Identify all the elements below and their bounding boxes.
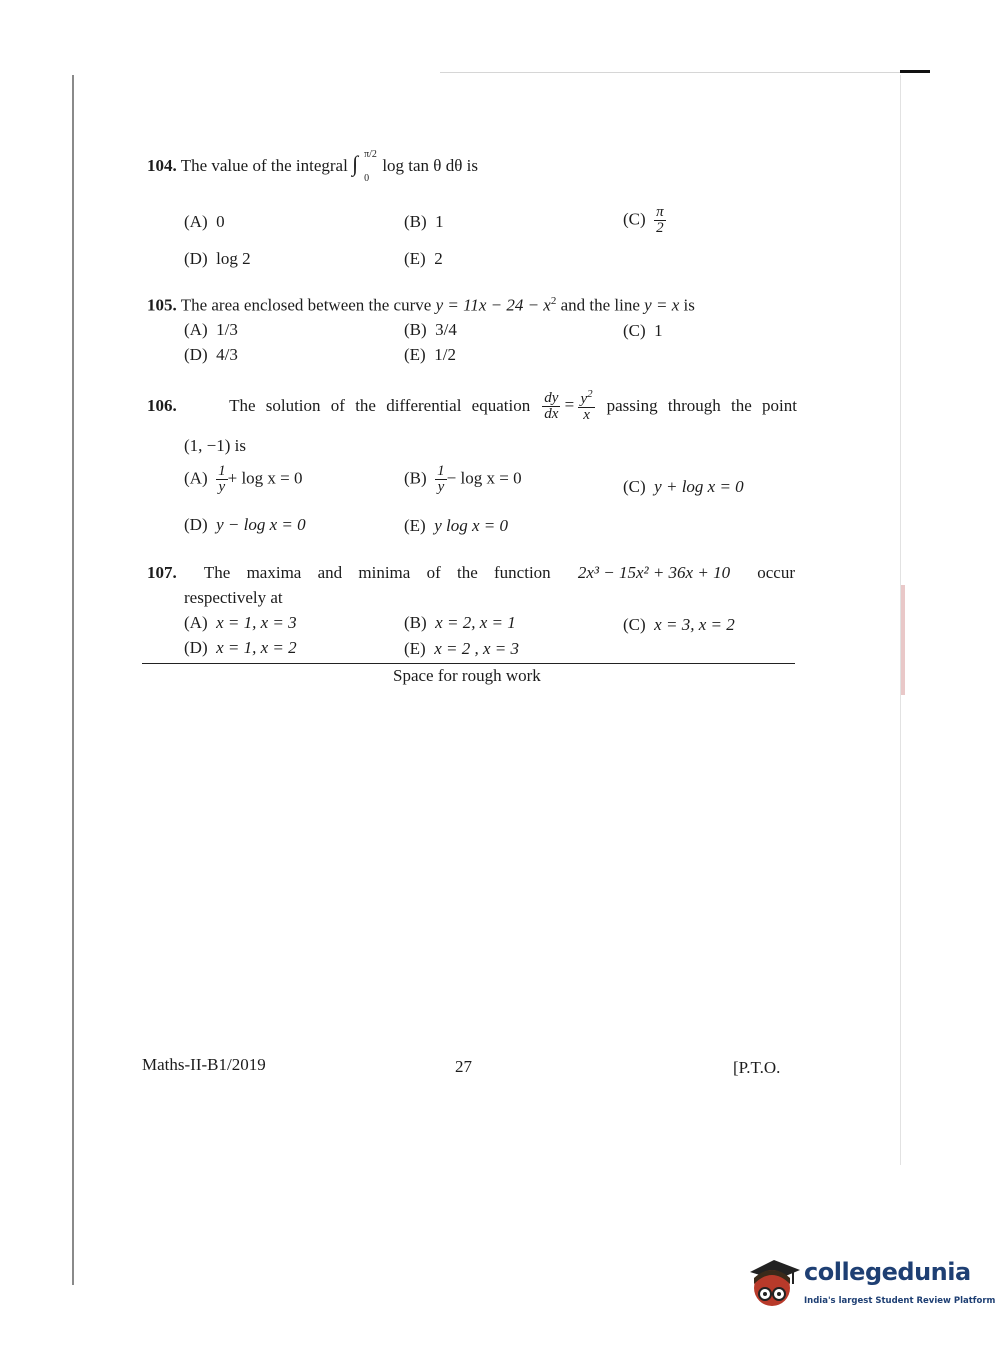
- option-value: log 2: [216, 249, 251, 268]
- question-104: [147, 149, 797, 185]
- curve-equation: y = 11x − 24 − x: [435, 295, 551, 315]
- option-d: [184, 344, 238, 366]
- question-text-end: occur: [757, 563, 795, 582]
- fraction-lhs: [542, 391, 560, 422]
- option-a: [184, 612, 297, 634]
- option-value: 3/4: [435, 320, 457, 339]
- crop-mark: [900, 70, 930, 73]
- option-label: (A): [184, 613, 208, 632]
- option-label: (E): [404, 639, 426, 658]
- option-value: 1/3: [216, 320, 238, 339]
- option-label: (C): [623, 209, 646, 229]
- option-value: − log x = 0: [446, 468, 522, 488]
- question-text: The maxima and minima of the function: [203, 563, 551, 582]
- option-e: [404, 344, 456, 366]
- option-value: 1: [435, 212, 444, 231]
- question-105: 105. The area enclosed between the curve $y = 11x - 24 - x^2$ and the line y = x is: [147, 295, 695, 315]
- option-value: y − log x = 0: [216, 515, 306, 534]
- option-b: [404, 612, 516, 634]
- question-text-end: is: [683, 295, 695, 315]
- denominator: y: [437, 479, 445, 495]
- numerator: y: [580, 391, 588, 407]
- divider-line: [142, 663, 795, 664]
- question-text: The solution of the differential equation: [229, 396, 531, 415]
- question-number: 105.: [147, 295, 177, 315]
- option-c: [623, 614, 735, 636]
- option-label: (D): [184, 249, 208, 268]
- option-value: x = 1, x = 2: [216, 638, 297, 657]
- question-text-end: passing through the point: [606, 396, 797, 415]
- option-b: [404, 319, 457, 341]
- denominator: y: [218, 479, 226, 495]
- option-a: [184, 211, 225, 233]
- fraction: [654, 205, 666, 236]
- option-value: y + log x = 0: [654, 477, 744, 496]
- option-label: (A): [184, 320, 208, 339]
- option-value: + log x = 0: [227, 468, 303, 488]
- question-107: [147, 562, 795, 584]
- page-number: 27: [455, 1057, 472, 1076]
- fraction-rhs: [578, 389, 594, 423]
- option-d: [184, 637, 297, 659]
- lower-limit: 0: [364, 173, 370, 185]
- option-a: [184, 464, 303, 495]
- question-106-point: [184, 435, 246, 457]
- numerator: 1: [218, 463, 226, 479]
- function-expression: 2x³ − 15x² + 36x + 10: [577, 563, 731, 582]
- option-label: (B): [404, 468, 427, 488]
- page-top-edge: [440, 72, 900, 73]
- option-value: 2: [434, 249, 443, 268]
- option-label: (E): [404, 516, 426, 535]
- option-value: x = 2, x = 1: [435, 613, 516, 632]
- integral: ∫ π/2 0: [352, 156, 378, 178]
- option-value: 1/2: [434, 345, 456, 364]
- option-value: x = 3, x = 2: [654, 615, 735, 634]
- option-label: (E): [404, 345, 426, 364]
- rough-work-label: Space for rough work: [393, 666, 541, 685]
- page-tab: [901, 585, 905, 695]
- option-value: x = 2 , x = 3: [434, 639, 520, 658]
- option-a: [184, 319, 238, 341]
- denominator: dx: [544, 405, 559, 422]
- numerator-wrap: $y^2$: [580, 388, 593, 407]
- option-e: [404, 248, 443, 270]
- option-value: 4/3: [216, 345, 238, 364]
- option-e: [404, 515, 508, 537]
- option-label: (A): [184, 468, 208, 488]
- page-left-edge: [72, 75, 74, 1285]
- option-d: [184, 514, 306, 536]
- mascot-icon: [744, 1252, 802, 1314]
- numerator: dy: [544, 389, 559, 406]
- numerator: π: [656, 204, 664, 220]
- point-text: (1, −1) is: [184, 436, 246, 455]
- option-label: (B): [404, 212, 427, 231]
- option-label: (D): [184, 638, 208, 657]
- option-label: (C): [623, 477, 646, 496]
- option-label: (B): [404, 320, 427, 339]
- line-equation: y = x: [644, 295, 680, 315]
- denominator: 2: [656, 220, 664, 236]
- question-text-line2: respectively at: [184, 588, 283, 607]
- option-c: [623, 320, 663, 342]
- upper-limit: π/2: [364, 149, 377, 161]
- fraction: [435, 464, 447, 495]
- option-value: y log x = 0: [434, 516, 509, 535]
- logo-name: collegedunia: [804, 1258, 971, 1286]
- question-number: 106.: [147, 396, 177, 415]
- question-number: 104.: [147, 156, 177, 175]
- option-label: (B): [404, 613, 427, 632]
- option-label: (D): [184, 515, 208, 534]
- question-106: [147, 389, 797, 423]
- paper-code: Maths-II-B1/2019: [142, 1055, 266, 1074]
- differential-equation: $\frac{dy}{dx}$ = $\frac{y^2}{x}$: [544, 388, 593, 423]
- option-label: (E): [404, 249, 426, 268]
- numerator: 1: [437, 463, 445, 479]
- question-number: 107.: [147, 563, 177, 582]
- logo-tagline: India's largest Student Review Platform: [804, 1296, 996, 1306]
- question-text-end: is: [466, 156, 478, 175]
- question-text: The value of the integral: [180, 156, 348, 175]
- option-e: [404, 638, 519, 660]
- question-106-lead: [147, 395, 530, 417]
- question-text: The area enclosed between the curve: [180, 295, 432, 315]
- option-value: x = 1, x = 3: [216, 613, 297, 632]
- option-c: [623, 205, 666, 236]
- collegedunia-logo: [744, 1252, 996, 1314]
- question-text-mid: and the line: [560, 295, 640, 315]
- option-b: [404, 211, 444, 233]
- option-value: 1: [654, 321, 663, 340]
- option-c: [623, 476, 744, 498]
- option-b: [404, 464, 522, 495]
- option-label: (C): [623, 321, 646, 340]
- pto-label: [P.T.O.: [733, 1058, 781, 1077]
- option-label: (C): [623, 615, 646, 634]
- option-label: (D): [184, 345, 208, 364]
- fraction: [216, 464, 228, 495]
- question-107-line2: [184, 587, 283, 609]
- option-value: 0: [216, 212, 225, 231]
- denominator: x: [583, 407, 590, 423]
- integrand: log tan θ dθ: [382, 156, 463, 175]
- option-label: (A): [184, 212, 208, 231]
- option-d: [184, 248, 251, 270]
